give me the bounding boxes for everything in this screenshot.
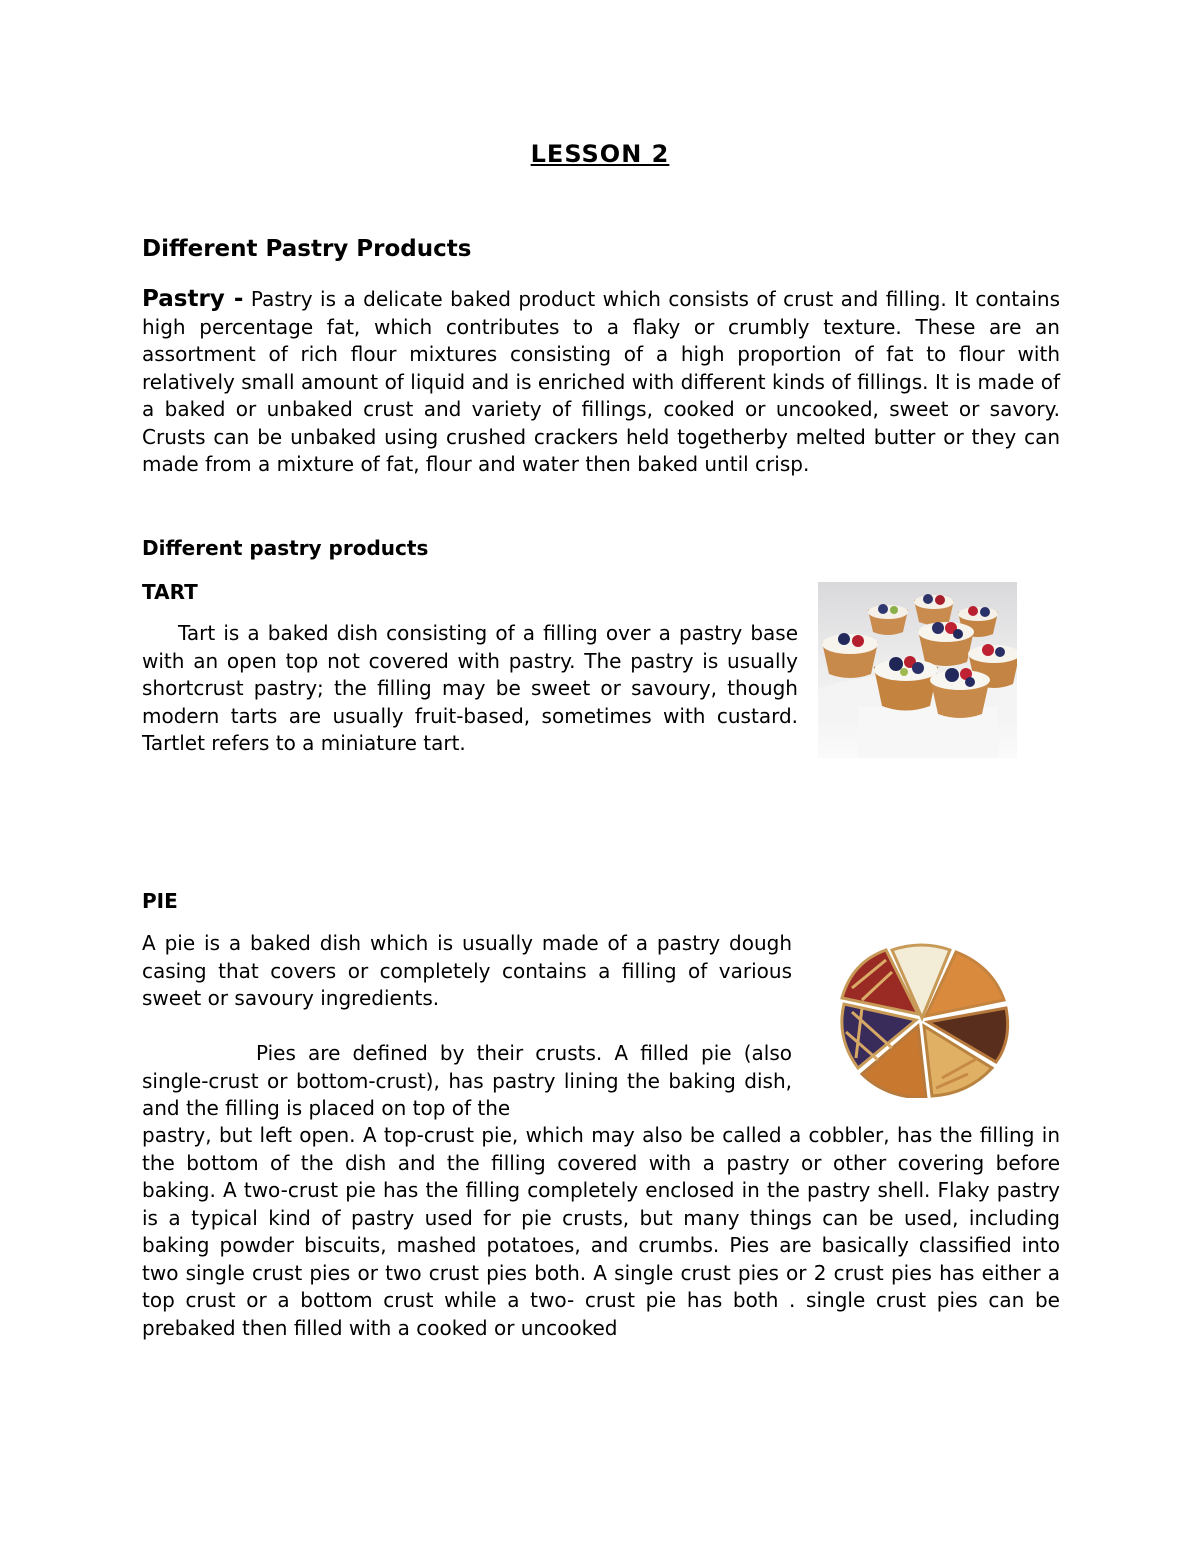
- pie-description: A pie is a baked dish which is usually made of a pastry dough casing that covers or completely contains a filling of various sweet or savoury ingredients.: [142, 931, 792, 1010]
- pastry-definition-text: Pastry is a delicate baked product which consists of crust and filling. It contains high percentage fat, which contributes to a flaky or crumbly texture. These are an assortment of rich flour mixtures consisting of a high proportion of fat to flour with relatively small amount of liquid and is enriched with different kinds of fillings. It is made of a baked or unbaked crust and variety of fillings, cooked or uncooked, sweet or savory. Crusts can be unbaked using crushed crackers held togetherby melted butter or they can made from a mixture of fat, flour and water then baked until crisp.: [142, 287, 1061, 476]
- pie-heading: PIE: [142, 889, 178, 913]
- pastry-term: Pastry -: [142, 286, 244, 312]
- pie-crust-description: Pies are defined by their crusts. A filled pie (also single-crust or bottom-crust), has pastry lining the baking dish, and the filling is placed on top of the: [142, 1041, 792, 1120]
- products-heading: Different pastry products: [142, 536, 429, 560]
- pie-slices-photo: [810, 938, 1028, 1098]
- section-heading: Different Pastry Products: [142, 236, 472, 262]
- lesson-title: LESSON 2: [530, 140, 670, 168]
- tart-description: [142, 620, 798, 758]
- pastry-definition: [142, 286, 1060, 479]
- tart-heading: TART: [142, 580, 198, 604]
- pie-crust-continued: pastry, but left open. A top-crust pie, which may also be called a cobbler, has the filling in the bottom of the dish and the filling covered with a pastry or other covering before baking. A two-crust pie has the filling completely enclosed in the pastry shell. Flaky pastry is a typical kind of pastry used for pie crusts, but many things can be used, including baking powder biscuits, mashed potatoes, and crumbs. Pies are basically classified into two single crust pies or two crust pies both. A single crust pies or 2 crust pies has either a top crust or a bottom crust while a two- crust pie has both . single crust pies can be prebaked then filled with a cooked or uncooked: [142, 1123, 1060, 1340]
- tart-description-text: Tart is a baked dish consisting of a filling over a pastry base with an open top not covered with pastry. The pastry is usually shortcrust pastry; the filling may be sweet or savoury, though modern tarts are usually fruit-based, sometimes with custard. Tartlet refers to a miniature tart.: [142, 621, 798, 755]
- tart-photo: [818, 582, 1017, 758]
